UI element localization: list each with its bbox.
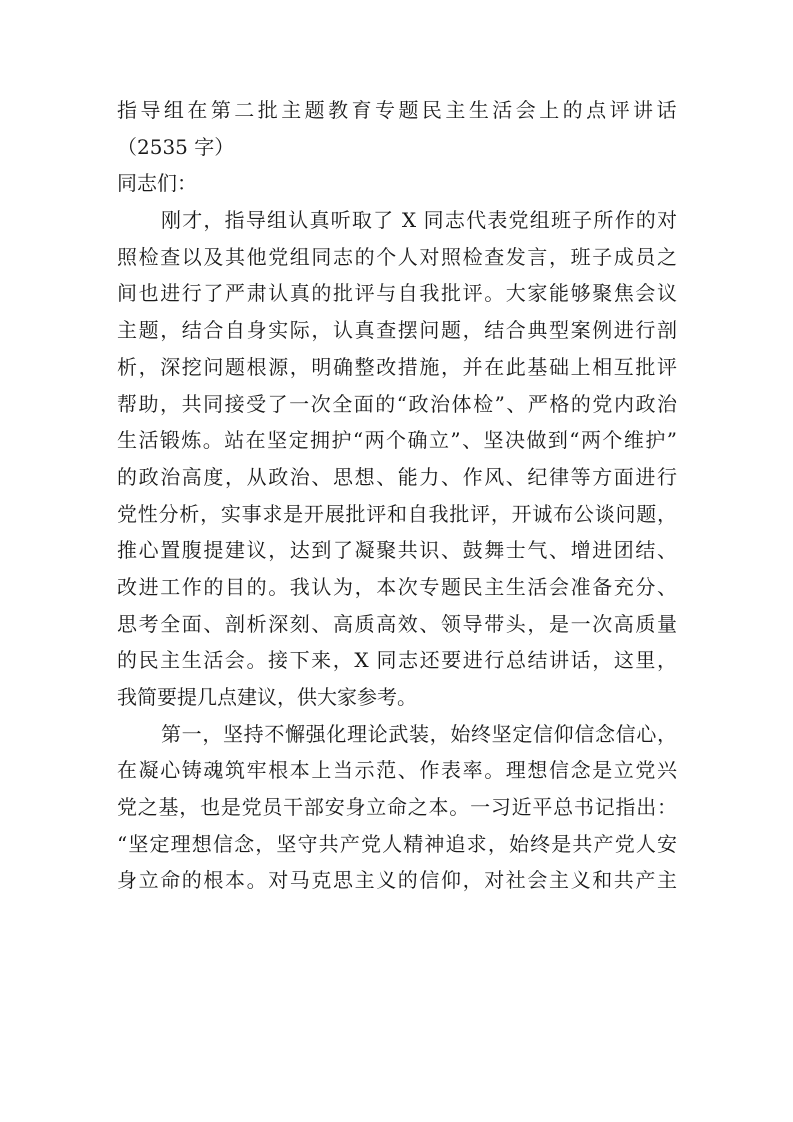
paragraph-line: 党之基，也是党员干部安身立命之本。一习近平总书记指出： <box>117 795 677 820</box>
paragraph-line: 生活锻炼。站在坚定拥护“两个确立”、坚决做到“两个维护” <box>117 428 677 453</box>
paragraph-line: 的民主生活会。接下来，X 同志还要进行总结讲话，这里， <box>117 648 677 673</box>
paragraph-line: 刚才，指导组认真听取了 X 同志代表党组班子所作的对 <box>161 208 677 233</box>
paragraph-line: 在凝心铸魂筑牢根本上当示范、作表率。理想信念是立党兴 <box>117 758 677 783</box>
document-title-wordcount: （2535 字） <box>117 134 235 159</box>
paragraph-line: 间也进行了严肃认真的批评与自我批评。大家能够聚焦会议 <box>117 281 677 306</box>
paragraph-line: 的政治高度，从政治、思想、能力、作风、纪律等方面进行 <box>117 464 677 489</box>
paragraph-line: “坚定理想信念，坚守共产党人精神追求，始终是共产党人安 <box>117 831 677 856</box>
paragraph-line: 推心置腹提建议，达到了凝聚共识、鼓舞士气、增进团结、 <box>117 538 677 563</box>
paragraph-line: 析，深挖问题根源，明确整改措施，并在此基础上相互批评 <box>117 354 677 379</box>
paragraph-2 <box>117 716 677 899</box>
paragraph-line: 改进工作的目的。我认为，本次专题民主生活会准备充分、 <box>117 574 677 599</box>
document-body <box>117 92 677 899</box>
paragraph-line: 思考全面、剖析深刻、高质高效、领导带头，是一次高质量 <box>117 611 677 636</box>
paragraph-line: 帮助，共同接受了一次全面的“政治体检”、严格的党内政治 <box>117 391 677 416</box>
paragraph-line: 我简要提几点建议，供大家参考。 <box>117 685 417 709</box>
salutation: 同志们： <box>117 171 197 196</box>
paragraph-line: 照检查以及其他党组同志的个人对照检查发言，班子成员之 <box>117 244 677 269</box>
paragraph-line: 身立命的根本。对马克思主义的信仰，对社会主义和共产主 <box>117 868 677 893</box>
paragraph-line: 第一，坚持不懈强化理论武装，始终坚定信仰信念信心， <box>161 721 677 746</box>
document-title: 指导组在第二批主题教育专题民主生活会上的点评讲话 <box>117 98 677 122</box>
paragraph-line: 党性分析，实事求是开展批评和自我批评，开诚布公谈问题， <box>117 501 677 526</box>
paragraph-line: 主题，结合自身实际，认真查摆问题，结合典型案例进行剖 <box>117 318 677 343</box>
paragraph-1 <box>117 202 677 716</box>
